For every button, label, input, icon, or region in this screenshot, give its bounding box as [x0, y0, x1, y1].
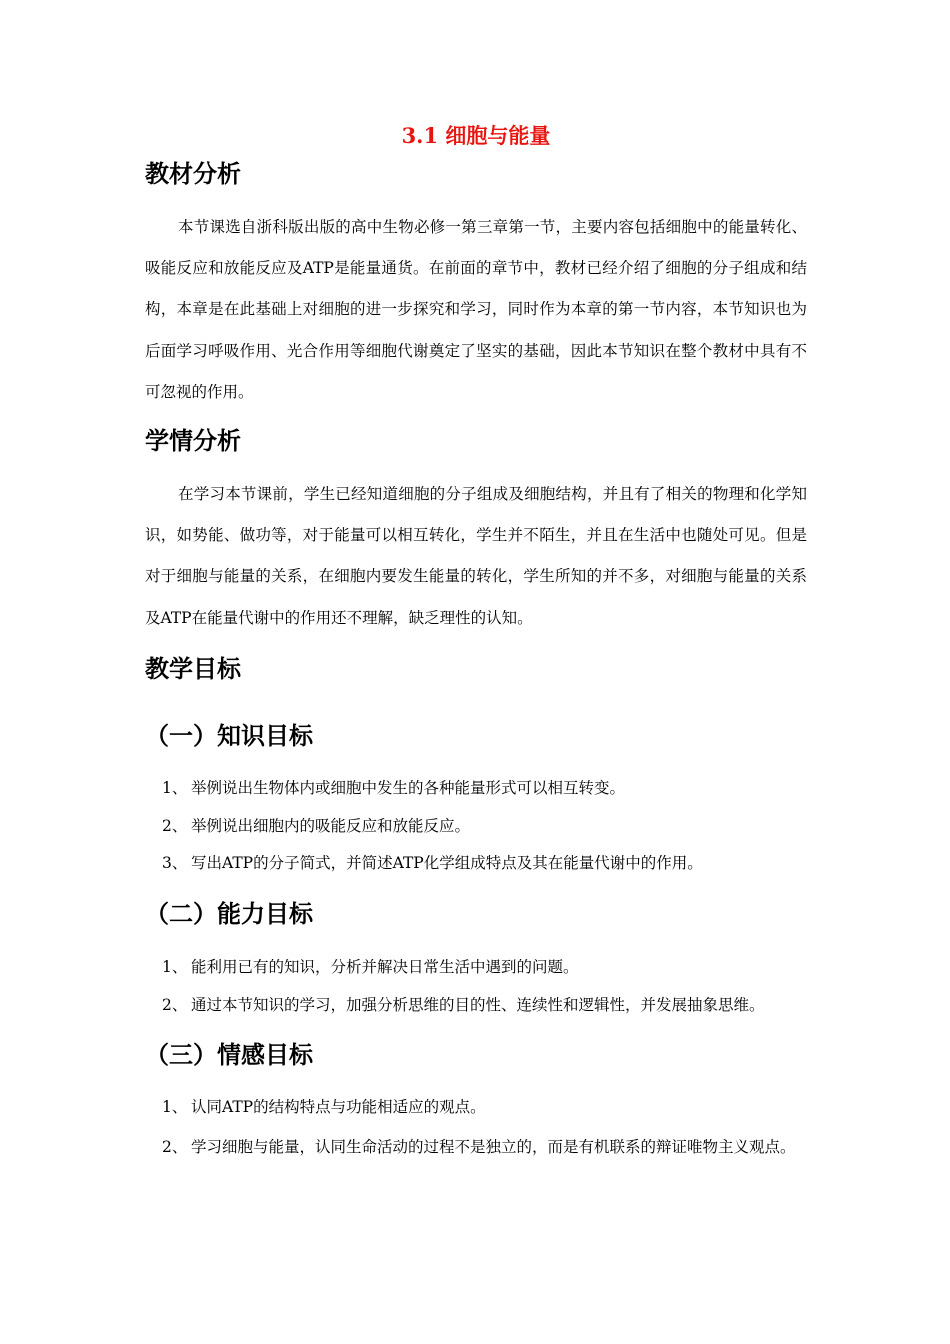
- list-item-text: 学习细胞与能量，认同生命活动的过程不是独立的，而是有机联系的辩证唯物主义观点。: [191, 1137, 796, 1156]
- knowledge-goals-list: [145, 770, 807, 883]
- list-item-text: 写出ATP的分子简式，并简述ATP化学组成特点及其在能量代谢中的作用。: [191, 854, 703, 872]
- list-item-number: 1、: [162, 958, 188, 976]
- list-item: [145, 808, 807, 846]
- list-item: [145, 949, 807, 987]
- list-item-text: 能利用已有的知识，分析并解决日常生活中遇到的问题。: [191, 958, 579, 976]
- list-item-number: 2、: [162, 995, 188, 1014]
- heading-student-analysis: 学情分析: [145, 427, 241, 455]
- list-item: [145, 845, 807, 883]
- document-title: 3.1 细胞与能量: [401, 123, 551, 148]
- list-item: [145, 770, 807, 808]
- list-item-text: 通过本节知识的学习，加强分析思维的目的性、连续性和逻辑性，并发展抽象思维。: [191, 995, 765, 1014]
- list-item-number: 1、: [162, 1098, 188, 1116]
- emotion-goals-list: [145, 1089, 807, 1168]
- list-item: [145, 1089, 807, 1127]
- list-item-text: 举例说出生物体内或细胞中发生的各种能量形式可以相互转变。: [191, 779, 626, 797]
- heading-emotion-goals: （三）情感目标: [145, 1041, 313, 1069]
- list-item: [145, 1127, 807, 1168]
- ability-goals-list: [145, 949, 807, 1024]
- heading-ability-goals: （二）能力目标: [145, 900, 313, 928]
- list-item: [145, 987, 807, 1025]
- list-item-number: 1、: [162, 779, 188, 797]
- list-item-number: 2、: [162, 1137, 188, 1156]
- list-item-number: 3、: [162, 854, 188, 872]
- material-analysis-paragraph: 本节课选自浙科版出版的高中生物必修一第三章第一节，主要内容包括细胞中的能量转化、吸能反应和放能反应及ATP是能量通货。在前面的章节中，教材已经介绍了细胞的分子组成和结构，本章是在此基础上对细胞的进一步探究和学习，同时作为本章的第一节内容，本节知识也为后面学习呼吸作用、光合作用等细胞代谢奠定了坚实的基础，因此本节知识在整个教材中具有不可忽视的作用。: [145, 218, 807, 401]
- heading-knowledge-goals: （一）知识目标: [145, 722, 313, 750]
- student-analysis-paragraph: 在学习本节课前，学生已经知道细胞的分子组成及细胞结构，并且有了相关的物理和化学知识，如势能、做功等，对于能量可以相互转化，学生并不陌生，并且在生活中也随处可见。但是对于细胞与能量的关系，在细胞内要发生能量的转化，学生所知的并不多，对细胞与能量的关系及ATP在能量代谢中的作用还不理解，缺乏理性的认知。: [145, 485, 807, 627]
- heading-material-analysis: 教材分析: [145, 160, 241, 188]
- list-item-text: 举例说出细胞内的吸能反应和放能反应。: [191, 816, 471, 835]
- list-item-text: 认同ATP的结构特点与功能相适应的观点。: [191, 1098, 486, 1116]
- list-item-number: 2、: [162, 816, 188, 835]
- heading-teaching-goals: 教学目标: [145, 655, 241, 683]
